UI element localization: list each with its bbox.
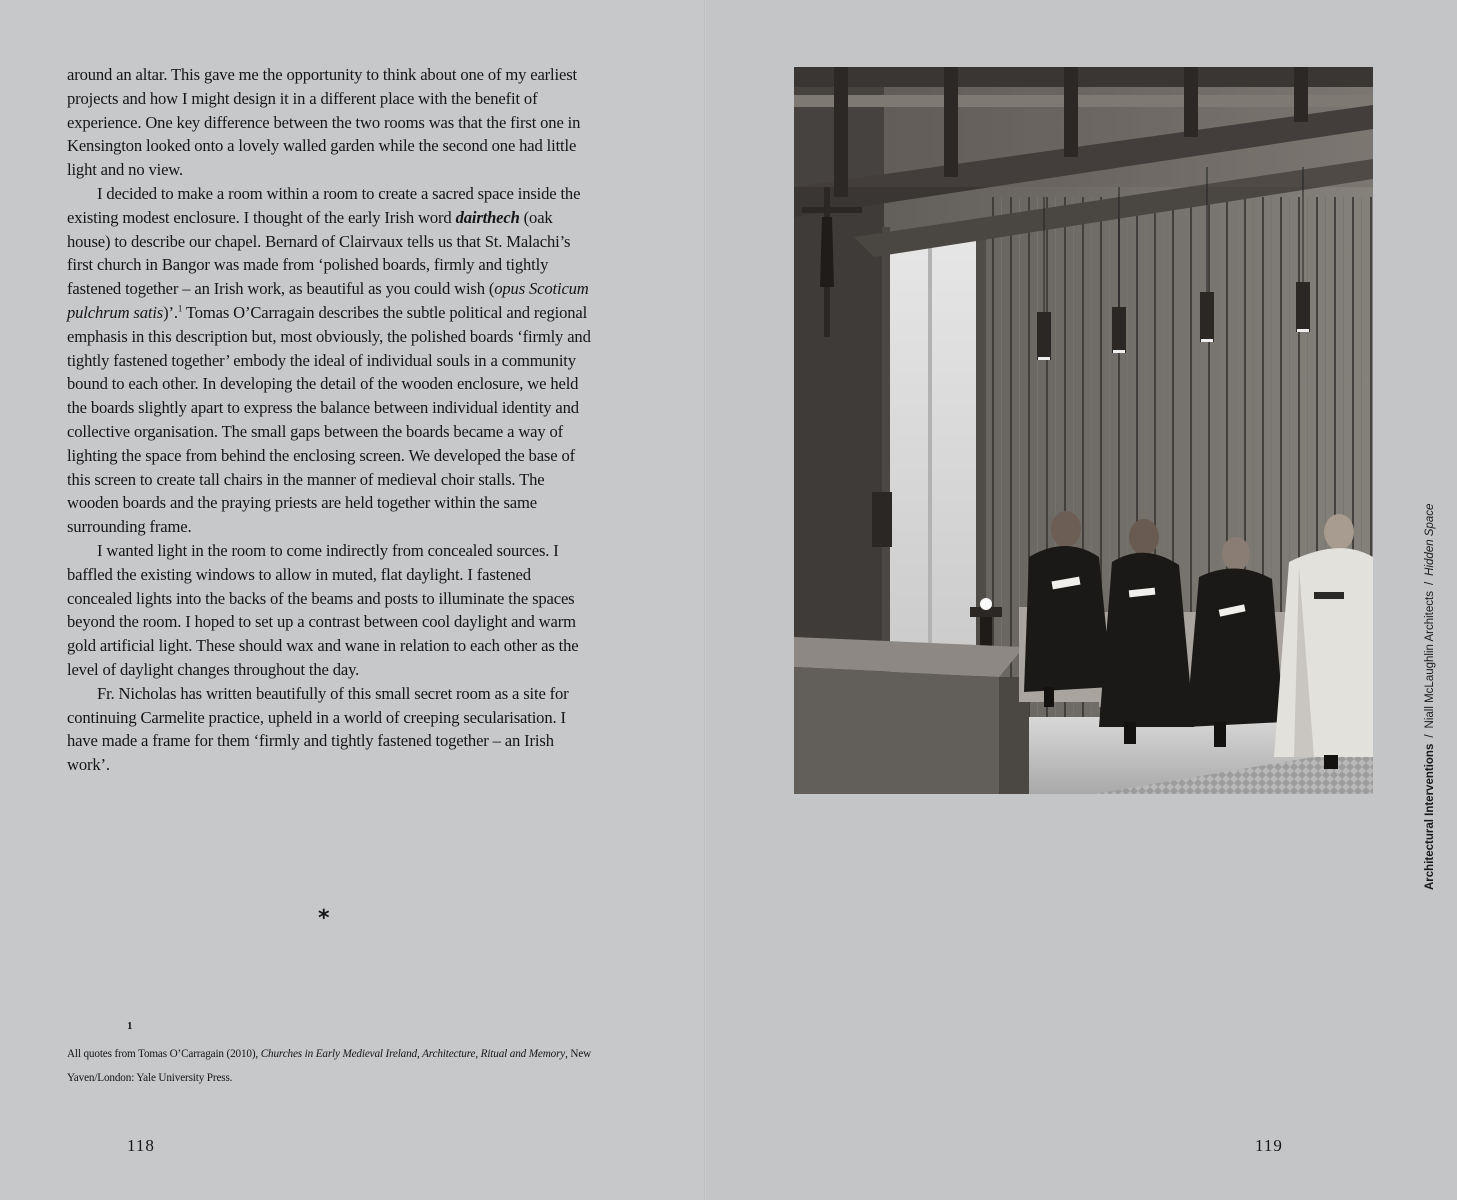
page-number-left: 118	[127, 1136, 155, 1155]
running-head-separator-1: /	[1424, 734, 1436, 738]
running-head-separator-2: /	[1424, 581, 1436, 586]
chapel-photograph	[794, 67, 1373, 794]
word-dairthech: dairthech	[455, 207, 520, 227]
paragraph-4: Fr. Nicholas has written beautifully of this small secret room as a site for continuing Carmelite practice, upheld in a world of creeping secularisation. I have made a frame for them ‘firmly and tightly fastened together – an Irish work’.	[67, 683, 569, 775]
left-page	[0, 0, 705, 1200]
running-head-author: Niall McLaughlin Architects	[1424, 591, 1436, 729]
paragraph-3: I wanted light in the room to come indirectly from concealed sources. I baffled the existing windows to allow in muted, flat daylight. I fastened concealed lights into the backs of the beams and posts to illuminate the spaces beyond the room. I hoped to set up a contrast between cool daylight and warm gold artificial light. These should wax and wane in relation to each other as the level of daylight changes throughout the day.	[67, 540, 579, 679]
latin-quote: opus Scoticum pulchrum satis	[67, 279, 589, 322]
footnote: All quotes from Tomas O’Carragain (2010), Churches in Early Medieval Ireland, Architecture, Ritual and Memory, New Yaven/London: Yale University Press.	[67, 1048, 592, 1084]
footnote-reference: 1	[177, 303, 183, 314]
running-head	[1424, 504, 1436, 890]
paragraph-2: I decided to make a room within a room to create a sacred space inside the existing modest enclosure. I thought of the early Irish word dairthech (oak house) to describe our chapel. Bernard of Clairvaux tells us that St. Malachi’s first church in Bangor was made from ‘polished boards, firmly and tightly fastened together – an Irish work, as beautiful as you could wish (opus Scoticum pulchrum satis)’.$^1$ Tomas O’Carragain describes the subtle political and regional emphasis in this description but, most obviously, the polished boards ‘firmly and tightly fastened together’ embody the ideal of individual souls in a community bound to each other. In developing the detail of the wooden enclosure, we held the boards slightly apart to express the balance between individual identity and collective organisation. The small gaps between the boards became a way of lighting the space from behind the enclosing screen. We developed the base of this screen to create tall chairs in the manner of medieval choir stalls. The wooden boards and the praying priests are held together within the same surrounding frame.	[67, 183, 591, 537]
section-break-asterisk: *	[318, 906, 330, 931]
running-head-chapter: Hidden Space	[1424, 503, 1436, 576]
page-number-right: 119	[1255, 1136, 1283, 1155]
body-text	[67, 63, 592, 777]
running-head-section: Architectural Interventions	[1424, 743, 1436, 890]
paragraph-1: around an altar. This gave me the opportunity to think about one of my earliest projects and how I might design it in a different place with the benefit of experience. One key difference between the two rooms was that the first one in Kensington looked onto a lovely walled garden while the second one had little light and no view.	[67, 65, 581, 180]
footnote-marker: 1	[127, 1020, 133, 1032]
footnote-book-title: Churches in Early Medieval Ireland, Architecture, Ritual and Memory	[260, 1048, 566, 1060]
